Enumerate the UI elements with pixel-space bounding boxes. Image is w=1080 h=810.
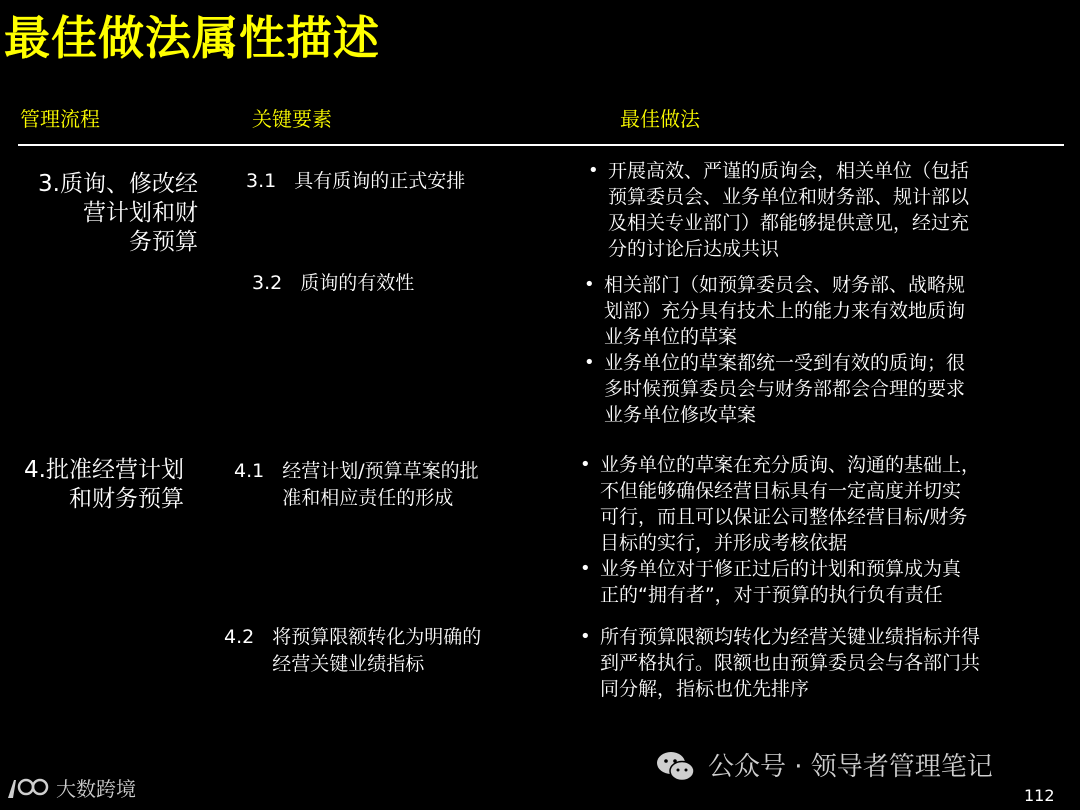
key-element-text: [272, 624, 481, 678]
page-number: 112: [1024, 786, 1055, 805]
practice-line: 开展高效、严谨的质询会，相关单位（包括: [608, 160, 970, 182]
practice-item: [584, 272, 965, 350]
key-element-3-2: [252, 270, 414, 297]
process-line: 务预算: [129, 229, 198, 255]
key-element-4-2: [224, 624, 481, 678]
practice-line: 多时候预算委员会与财务部都会合理的要求: [604, 378, 966, 400]
practice-list-4-1: [580, 452, 980, 608]
practice-line: 业务单位修改草案: [604, 404, 757, 426]
key-element-number: 4.2: [224, 626, 255, 648]
practice-line: 业务单位的草案在充分质询、沟通的基础上，: [600, 454, 981, 476]
key-element-text: [294, 168, 465, 195]
bullet-icon: •: [580, 558, 591, 579]
process-3: [24, 170, 198, 257]
key-element-line: 质询的有效性: [300, 272, 415, 294]
process-line: 4.批准经营计划: [24, 457, 184, 483]
practice-line: 分的讨论后达成共识: [608, 238, 780, 260]
brand-logo: [4, 772, 136, 806]
column-header-practices: 最佳做法: [620, 107, 700, 131]
practice-item: [580, 556, 980, 608]
key-element-4-1: [234, 458, 479, 512]
wechat-icon: [656, 750, 696, 784]
practice-list-3-2: [584, 272, 965, 428]
key-element-line: 经营计划/预算草案的批: [282, 460, 479, 482]
column-header-process: 管理流程: [20, 107, 100, 131]
process-4: [14, 456, 184, 514]
practice-line: 目标的实行，并形成考核依据: [600, 532, 848, 554]
process-line: 3.质询、修改经: [38, 171, 198, 197]
practice-line: 业务单位的草案: [604, 326, 738, 348]
practice-item: [580, 452, 980, 556]
key-element-number: 3.1: [246, 170, 277, 192]
bullet-icon: •: [584, 352, 595, 373]
practice-line: 可行，而且可以保证公司整体经营目标/财务: [600, 506, 968, 528]
practice-line: 到严格执行。限额也由预算委员会与各部门共: [600, 652, 981, 674]
logo-text: 大数跨境: [56, 777, 136, 801]
practice-line: 同分解，指标也优先排序: [600, 678, 810, 700]
process-line: 和财务预算: [69, 486, 184, 512]
practice-line: 预算委员会、业务单位和财务部、规计部以: [608, 186, 970, 208]
process-line: 营计划和财: [83, 200, 198, 226]
key-element-number: 3.2: [252, 272, 283, 294]
key-element-3-1: [246, 168, 465, 195]
practice-line: 相关部门（如预算委员会、财务部、战略规: [604, 274, 966, 296]
practice-list-3-1: [588, 158, 969, 262]
bullet-icon: •: [588, 160, 599, 181]
practice-line: 及相关专业部门）都能够提供意见，经过充: [608, 212, 970, 234]
watermark-text: 公众号 · 领导者管理笔记: [708, 752, 993, 782]
key-element-line: 将预算限额转化为明确的: [272, 626, 482, 648]
page-title: 最佳做法属性描述: [4, 11, 380, 65]
key-element-text: [282, 458, 478, 512]
key-element-line: 具有质询的正式安排: [294, 170, 466, 192]
practice-line: 业务单位的草案都统一受到有效的质询；很: [604, 352, 966, 374]
practice-line: 所有预算限额均转化为经营关键业绩指标并得: [600, 626, 981, 648]
logo-icon: [4, 774, 50, 804]
key-element-number: 4.1: [234, 460, 265, 482]
wechat-watermark: [656, 748, 993, 786]
column-header-elements: 关键要素: [252, 107, 332, 131]
key-element-text: [300, 270, 414, 297]
practice-item: [588, 158, 969, 262]
key-element-line: 准和相应责任的形成: [282, 487, 454, 509]
header-divider: [18, 144, 1064, 146]
key-element-line: 经营关键业绩指标: [272, 653, 425, 675]
practice-line: 不但能够确保经营目标具有一定高度并切实: [600, 480, 962, 502]
practice-line: 划部）充分具有技术上的能力来有效地质询: [604, 300, 966, 322]
practice-item: [580, 624, 980, 702]
practice-line: 正的“拥有者”，对于预算的执行负有责任: [600, 584, 943, 606]
bullet-icon: •: [584, 274, 595, 295]
practice-list-4-2: [580, 624, 980, 702]
practice-item: [584, 350, 965, 428]
bullet-icon: •: [580, 454, 591, 475]
practice-line: 业务单位对于修正过后的计划和预算成为真: [600, 558, 962, 580]
bullet-icon: •: [580, 626, 591, 647]
